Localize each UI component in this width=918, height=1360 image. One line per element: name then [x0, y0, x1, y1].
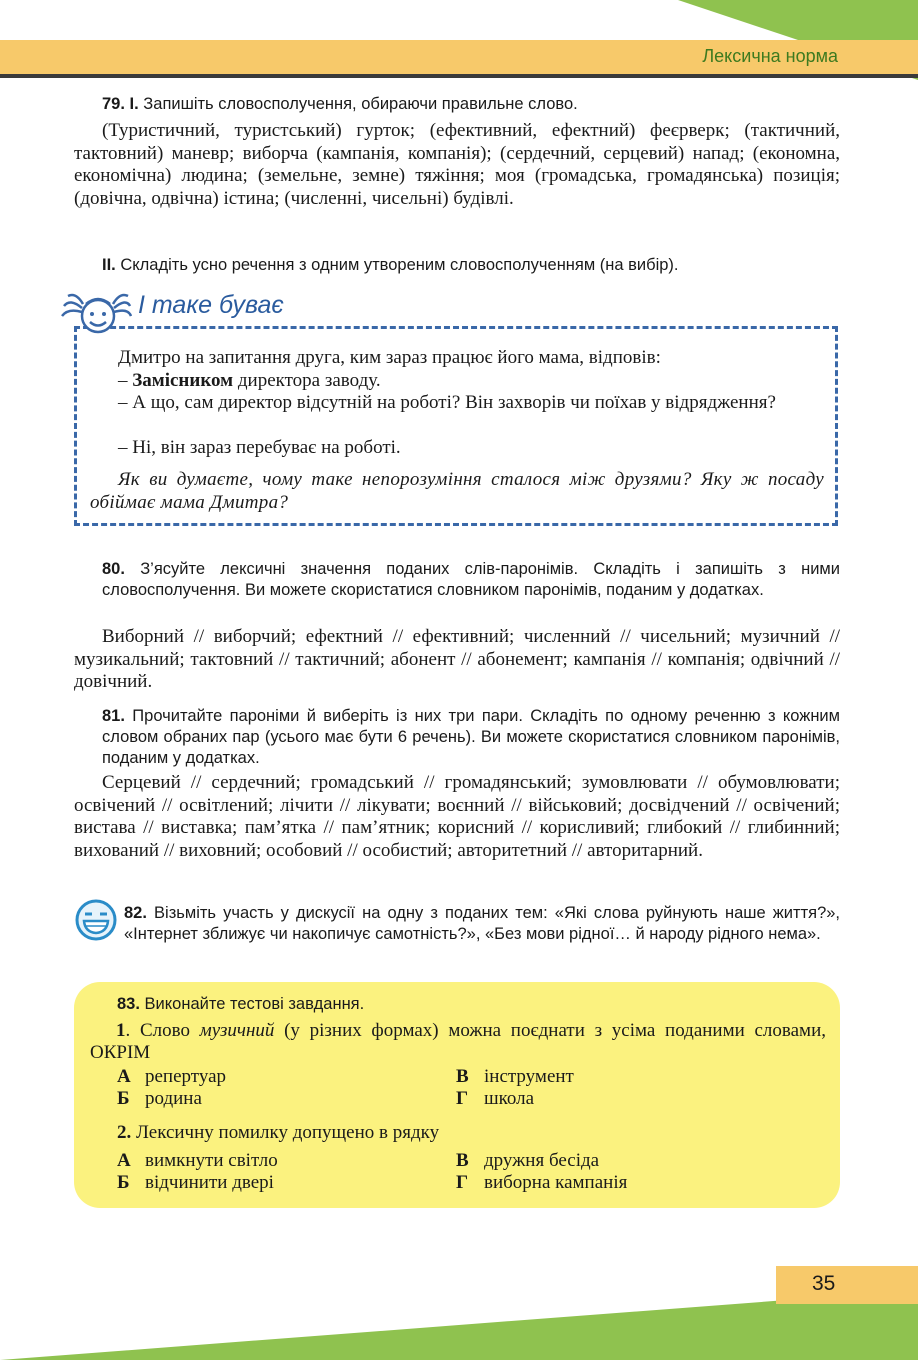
section-title: Лексична норма [702, 46, 838, 66]
page-number: 35 [812, 1272, 836, 1295]
answer-text: вимкнути світло [145, 1150, 278, 1171]
question-2 [117, 1122, 439, 1144]
answer-option [117, 1088, 202, 1110]
task-79-text: (Туристичний, туристський) гурток; (ефективний, ефектний) феєрверк; (тактичний, тактовний) маневр; виборча (кампанія, компанія); (сердечний, серцевий) напад; (економна, економічна) людина; (земельне, земне) тяжіння; моя (громадська, громадянська) позиція; (довічна, одвічна) істина; (численні, чисельні) будівлі. [74, 120, 840, 209]
question-text: (у різних формах) можна поєднати з усіма поданими словами, ОКРІМ [90, 1020, 826, 1063]
instruction-text: Візьміть участь у дискусії на одну з поданих тем: «Які слова руйнують наше життя?», «Інтернет зближує чи накопичує самотність?», «Без мови рідної… й народу рідного нема». [124, 904, 841, 943]
task-81-instruction [102, 706, 840, 769]
answer-text: інструмент [484, 1066, 574, 1087]
task-number: 83. [117, 995, 140, 1013]
answer-letter: А [117, 1150, 131, 1171]
task-number: 79. [102, 95, 125, 113]
task-82-instruction [124, 903, 840, 945]
answer-text: репертуар [145, 1066, 227, 1087]
answer-letter: В [456, 1066, 469, 1087]
dialogue-line: – А що, сам директор відсутній на роботі? Він захворів чи поїхав у відрядження? [118, 392, 776, 413]
task-81-text: Серцевий // сердечний; громадський // громадянський; зумовлювати // обумовлювати; освічений // освітлений; лічити // лікувати; воєнний // військовий; досвідчений // освічений; вистава // виставка; пам’ятка // пам’ятник; корисний // корисливий; глибокий // глибинний; вихований // виховний; особовий // особистий; авторитетний // авторитарний. [74, 772, 840, 861]
task-83-instruction [117, 994, 855, 1015]
answer-option [456, 1066, 574, 1088]
dash: – [118, 370, 133, 391]
instruction-text: З’ясуйте лексичні значення поданих слів-паронімів. Складіть і запишіть з ними словосполучення. Ви можете скористатися словником паронімів, поданим у додатках. [102, 560, 840, 599]
answer-letter: А [117, 1066, 131, 1087]
task-number: 81. [102, 707, 125, 725]
answer-text: відчинити двері [145, 1172, 274, 1193]
dialogue-line: Дмитро на запитання друга, ким зараз працює його мама, відповів: [118, 347, 661, 368]
page-number-tab [776, 1266, 918, 1304]
answer-option [117, 1150, 278, 1172]
dialogue-line [90, 370, 824, 393]
smiley-discussion-icon [74, 898, 118, 942]
answer-text: школа [484, 1088, 535, 1109]
dialogue-line: – Ні, він зараз перебуває на роботі. [118, 437, 401, 458]
answer-option [117, 1066, 226, 1088]
answer-letter: Б [117, 1088, 130, 1109]
answer-text: виборна кампанія [484, 1172, 628, 1193]
girl-face-icon [60, 286, 132, 342]
side-box-question: Як ви думаєте, чому таке непорозуміння сталося між друзями? Яку ж посаду обіймає мама Дмитра? [90, 469, 824, 513]
answer-text: дружня бесіда [484, 1150, 600, 1171]
instruction-text: Складіть усно речення з одним утвореним словосполученням (на вибір). [120, 256, 679, 274]
answer-letter: В [456, 1150, 469, 1171]
bold-word: Замісником [132, 370, 234, 391]
instruction-text: Запишіть словосполучення, обираючи правильне слово. [143, 95, 578, 113]
side-box-title: І таке буває [136, 291, 292, 320]
question-text: . Слово [125, 1020, 200, 1041]
instruction-text: Виконайте тестові завдання. [144, 995, 365, 1013]
answer-text: родина [145, 1088, 202, 1109]
instruction-text: Прочитайте пароніми й виберіть із них три пари. Складіть по одному реченню з кожним словом обраних пар (усього має бути 6 речень). Ви можете скористатися словником паронімів, поданим у додатках. [102, 707, 840, 767]
dialogue-rest: директора заводу. [233, 370, 381, 391]
answer-option [117, 1172, 274, 1194]
task-number: 82. [124, 904, 147, 922]
question-italic-word: музичний [199, 1020, 275, 1041]
task-number: 80. [102, 560, 125, 578]
question-number: 1 [116, 1020, 126, 1041]
part-marker: І. [129, 95, 139, 113]
answer-letter: Б [117, 1172, 130, 1193]
answer-option [456, 1150, 599, 1172]
answer-option [456, 1088, 534, 1110]
question-1 [90, 1020, 826, 1064]
question-text: Лексичну помилку допущено в рядку [131, 1122, 440, 1143]
answer-letter: Г [456, 1088, 469, 1109]
question-number: 2. [117, 1122, 132, 1143]
task-80-text: Виборний // виборчий; ефектний // ефективний; численний // чисельний; музичний // музикальний; тактовний // тактичний; абонент // абонемент; кампанія // компанія; одвічний // довічний. [74, 626, 840, 692]
answer-option [456, 1172, 627, 1194]
header-shadow [0, 74, 918, 78]
part-marker: ІІ. [102, 256, 116, 274]
task-79-instruction [102, 94, 840, 115]
task-79-part2 [102, 255, 840, 276]
answer-letter: Г [456, 1172, 469, 1193]
task-80-instruction [102, 559, 840, 601]
